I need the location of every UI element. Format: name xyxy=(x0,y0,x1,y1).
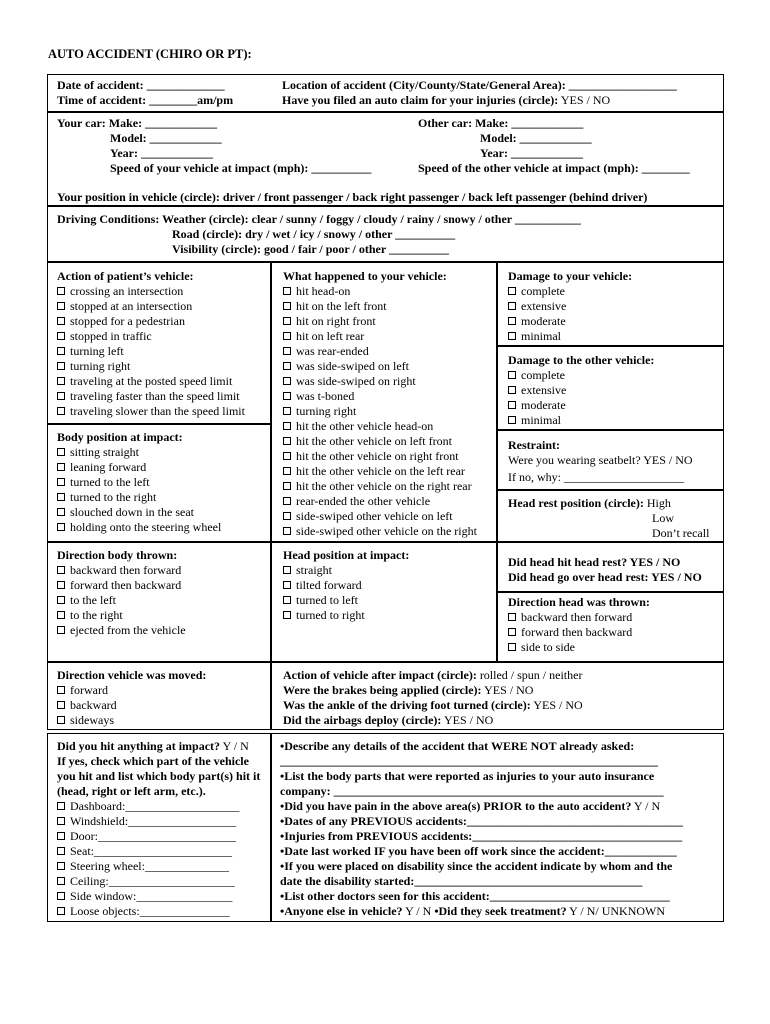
direction-head-header: Direction head was thrown: xyxy=(508,595,650,609)
hit-anything-box xyxy=(47,733,271,922)
list-item[interactable]: traveling at the posted speed limit xyxy=(57,374,245,389)
damage-yours-box xyxy=(497,262,724,346)
other-car-model-field[interactable]: Model: ____________ xyxy=(480,131,592,145)
damage-other-list xyxy=(508,353,654,428)
list-item[interactable]: backward then forward xyxy=(508,610,650,625)
list-item[interactable]: ejected from the vehicle xyxy=(57,623,186,638)
hit-anything-instructions: If yes, check which part of the vehicle you hit and list which body part(s) hit it (head, right or left arm, etc.). xyxy=(57,754,261,798)
checkbox[interactable] xyxy=(57,716,65,724)
list-item[interactable]: Seat:_______________________ xyxy=(57,844,265,859)
list-item[interactable]: extensive xyxy=(508,299,632,314)
what-happened-header: What happened to your vehicle: xyxy=(283,269,447,283)
other-doctors-field[interactable]: •List other doctors seen for this accident:______________________________ xyxy=(280,889,670,903)
list-item[interactable]: sideways xyxy=(57,713,206,728)
road-question[interactable]: Road (circle): dry / wet / icy / snowy / other __________ xyxy=(172,227,456,241)
what-happened-list xyxy=(283,269,477,539)
checkbox[interactable] xyxy=(283,407,291,415)
checkbox[interactable] xyxy=(508,386,516,394)
checkbox[interactable] xyxy=(283,287,291,295)
list-item[interactable]: side-swiped other vehicle on left xyxy=(283,509,477,524)
checkbox[interactable] xyxy=(283,422,291,430)
damage-yours-header: Damage to your vehicle: xyxy=(508,269,633,283)
direction-body-header: Direction body thrown: xyxy=(57,548,178,562)
checkbox[interactable] xyxy=(283,317,291,325)
list-item[interactable]: Windshield:__________________ xyxy=(57,814,265,829)
checkbox[interactable] xyxy=(508,317,516,325)
damage-other-box xyxy=(497,346,724,430)
list-item[interactable]: hit the other vehicle on left front xyxy=(283,434,477,449)
your-car-year-field[interactable]: Year: ____________ xyxy=(110,146,213,160)
list-item[interactable]: hit the other vehicle on the left rear xyxy=(283,464,477,479)
list-item[interactable]: Side window:________________ xyxy=(57,889,265,904)
list-item[interactable]: was rear-ended xyxy=(283,344,477,359)
list-item[interactable]: hit the other vehicle on right front xyxy=(283,449,477,464)
list-item[interactable]: sitting straight xyxy=(57,445,221,460)
checkbox[interactable] xyxy=(57,581,65,589)
list-item[interactable]: turned to left xyxy=(283,593,409,608)
disability-date-field[interactable]: date the disability started:______________________________________ xyxy=(280,874,643,888)
head-rest-questions-box xyxy=(497,542,724,592)
list-item[interactable]: minimal xyxy=(508,413,654,428)
list-item[interactable]: complete xyxy=(508,368,654,383)
visibility-question[interactable]: Visibility (circle): good / fair / poor / other __________ xyxy=(172,242,449,256)
time-of-accident-field[interactable]: Time of accident: ________am/pm xyxy=(57,93,234,107)
checkbox[interactable] xyxy=(57,596,65,604)
checkbox[interactable] xyxy=(57,832,65,840)
checkbox[interactable] xyxy=(57,907,65,915)
list-item[interactable]: leaning forward xyxy=(57,460,221,475)
head-rest-box xyxy=(497,490,724,542)
checkbox[interactable] xyxy=(57,862,65,870)
head-position-box xyxy=(271,542,497,662)
previous-accidents-dates-field[interactable]: •Dates of any PREVIOUS accidents:____________________________________ xyxy=(280,814,683,828)
list-item[interactable]: Loose objects:_______________ xyxy=(57,904,265,919)
checkbox[interactable] xyxy=(57,611,65,619)
ankle-question[interactable]: Was the ankle of the driving foot turned (circle): YES / NO xyxy=(283,698,583,712)
checkbox[interactable] xyxy=(57,448,65,456)
list-item[interactable]: hit the other vehicle on the right rear xyxy=(283,479,477,494)
accident-info-box xyxy=(47,74,724,112)
after-impact-list xyxy=(283,668,583,728)
what-happened-box xyxy=(271,262,497,542)
checkbox[interactable] xyxy=(283,452,291,460)
head-rest-dont-recall-option[interactable]: Don’t recall xyxy=(652,526,710,540)
checkbox[interactable] xyxy=(57,478,65,486)
checkbox[interactable] xyxy=(508,613,516,621)
action-patient-header: Action of patient’s vehicle: xyxy=(57,269,194,283)
list-item[interactable]: hit head-on xyxy=(283,284,477,299)
list-item[interactable]: stopped at an intersection xyxy=(57,299,245,314)
checkbox[interactable] xyxy=(57,317,65,325)
list-item[interactable]: Ceiling:_____________________ xyxy=(57,874,265,889)
list-item[interactable]: turned to the left xyxy=(57,475,221,490)
checkbox[interactable] xyxy=(508,643,516,651)
direction-body-list xyxy=(57,548,186,638)
list-item[interactable]: traveling faster than the speed limit xyxy=(57,389,245,404)
head-position-list xyxy=(283,548,409,623)
auto-claim-label: Have you filed an auto claim for your injuries (circle): xyxy=(282,93,559,107)
restraint-box xyxy=(497,430,724,490)
list-item[interactable]: backward xyxy=(57,698,206,713)
checkbox[interactable] xyxy=(508,302,516,310)
checkbox[interactable] xyxy=(283,581,291,589)
restraint-list xyxy=(508,438,693,485)
body-parts-question: •List the body parts that were reported as injuries to your auto insurance xyxy=(280,769,655,783)
checkbox[interactable] xyxy=(283,482,291,490)
form-title: AUTO ACCIDENT (CHIRO OR PT): xyxy=(48,47,252,61)
list-item[interactable]: forward xyxy=(57,683,206,698)
head-hit-rest-question[interactable]: Did head hit head rest? YES / NO xyxy=(508,555,681,569)
checkbox[interactable] xyxy=(57,892,65,900)
checkbox[interactable] xyxy=(283,566,291,574)
list-item[interactable]: straight xyxy=(283,563,409,578)
list-item[interactable]: Door:_______________________ xyxy=(57,829,265,844)
list-item[interactable]: stopped for a pedestrian xyxy=(57,314,245,329)
checkbox[interactable] xyxy=(57,302,65,310)
checkbox[interactable] xyxy=(57,701,65,709)
action-patient-box xyxy=(47,262,271,424)
after-impact-box xyxy=(271,662,724,730)
weather-question[interactable]: Driving Conditions: Weather (circle): clear / sunny / foggy / cloudy / rainy / snowy / other ___________ xyxy=(57,212,581,226)
others-in-vehicle-question[interactable]: •Anyone else in vehicle? Y / N •Did they seek treatment? Y / N/ UNKNOWN xyxy=(280,904,666,918)
list-item[interactable]: Steering wheel:______________ xyxy=(57,859,265,874)
checkbox[interactable] xyxy=(508,371,516,379)
checkbox[interactable] xyxy=(283,497,291,505)
disability-question: •If you were placed on disability since the accident indicate by whom and the xyxy=(280,859,673,873)
checkbox[interactable] xyxy=(57,877,65,885)
list-item[interactable]: hit on left rear xyxy=(283,329,477,344)
checkbox[interactable] xyxy=(283,467,291,475)
describe-details-field[interactable]: _______________________________________________________________ xyxy=(280,754,658,768)
head-over-rest-question[interactable]: Did head go over head rest: YES / NO xyxy=(508,570,702,584)
seatbelt-question[interactable]: Were you wearing seatbelt? YES / NO xyxy=(508,453,693,467)
checkbox[interactable] xyxy=(283,392,291,400)
checkbox[interactable] xyxy=(283,611,291,619)
head-rest-low-option[interactable]: Low xyxy=(652,511,674,525)
list-item[interactable]: was t-boned xyxy=(283,389,477,404)
checkbox[interactable] xyxy=(57,802,65,810)
list-item[interactable]: extensive xyxy=(508,383,654,398)
list-item[interactable]: stopped in traffic xyxy=(57,329,245,344)
checkbox[interactable] xyxy=(283,437,291,445)
list-item[interactable]: backward then forward xyxy=(57,563,186,578)
list-item[interactable]: Dashboard:___________________ xyxy=(57,799,265,814)
previous-injuries-field[interactable]: •Injuries from PREVIOUS accidents:___________________________________ xyxy=(280,829,683,843)
checkbox[interactable] xyxy=(283,512,291,520)
direction-body-box xyxy=(47,542,271,662)
position-in-vehicle-question[interactable]: Your position in vehicle (circle): driver / front passenger / back right passenger / back left passenger (behind driver) xyxy=(57,190,648,204)
list-item[interactable]: hit on right front xyxy=(283,314,477,329)
your-car-make-field[interactable]: Your car: Make: ____________ xyxy=(57,116,218,130)
after-impact-question[interactable]: Action of vehicle after impact (circle): rolled / spun / neither xyxy=(283,668,583,682)
last-worked-field[interactable]: •Date last worked IF you have been off work since the accident:____________ xyxy=(280,844,677,858)
checkbox[interactable] xyxy=(57,523,65,531)
driving-conditions-box xyxy=(47,206,724,262)
list-item[interactable]: rear-ended the other vehicle xyxy=(283,494,477,509)
checkbox[interactable] xyxy=(57,463,65,471)
your-car-speed-field[interactable]: Speed of your vehicle at impact (mph): __________ xyxy=(110,161,372,175)
list-item[interactable]: moderate xyxy=(508,314,632,329)
your-car-model-field[interactable]: Model: ____________ xyxy=(110,131,222,145)
checkbox[interactable] xyxy=(283,362,291,370)
body-position-header: Body position at impact: xyxy=(57,430,183,444)
checkbox[interactable] xyxy=(283,527,291,535)
airbags-question[interactable]: Did the airbags deploy (circle): YES / NO xyxy=(283,713,494,727)
list-item[interactable]: moderate xyxy=(508,398,654,413)
describe-details-question: •Describe any details of the accident that WERE NOT already asked: xyxy=(280,739,635,753)
checkbox[interactable] xyxy=(57,287,65,295)
auto-claim-options[interactable]: YES / NO xyxy=(560,93,611,107)
checkbox[interactable] xyxy=(283,332,291,340)
checkbox[interactable] xyxy=(508,416,516,424)
body-parts-field[interactable]: company: _______________________________________________________ xyxy=(280,784,664,798)
other-car-make-field[interactable]: Other car: Make: ____________ xyxy=(418,116,584,130)
damage-other-header: Damage to the other vehicle: xyxy=(508,353,655,367)
list-item[interactable]: traveling slower than the speed limit xyxy=(57,404,245,419)
list-item[interactable]: turned to right xyxy=(283,608,409,623)
date-of-accident-field[interactable]: Date of accident: _____________ xyxy=(57,78,225,92)
list-item[interactable]: side to side xyxy=(508,640,650,655)
list-item[interactable]: was side-swiped on left xyxy=(283,359,477,374)
list-item[interactable]: side-swiped other vehicle on the right xyxy=(283,524,477,539)
list-item[interactable]: turning right xyxy=(283,404,477,419)
checkbox[interactable] xyxy=(57,817,65,825)
location-of-accident-field[interactable]: Location of accident (City/County/State/General Area): __________________ xyxy=(282,78,677,92)
vehicle-moved-box xyxy=(47,662,271,730)
hit-anything-list xyxy=(57,739,265,919)
head-rest-question xyxy=(508,496,671,511)
checkbox[interactable] xyxy=(508,401,516,409)
list-item[interactable]: slouched down in the seat xyxy=(57,505,221,520)
list-item[interactable]: turning right xyxy=(57,359,245,374)
checkbox[interactable] xyxy=(57,493,65,501)
hit-anything-question[interactable]: Did you hit anything at impact? Y / N xyxy=(57,739,249,753)
checkbox[interactable] xyxy=(57,392,65,400)
checkbox[interactable] xyxy=(57,407,65,415)
head-position-header: Head position at impact: xyxy=(283,548,410,562)
checkbox[interactable] xyxy=(57,686,65,694)
list-item[interactable]: was side-swiped on right xyxy=(283,374,477,389)
list-item[interactable]: forward then backward xyxy=(57,578,186,593)
body-position-list xyxy=(57,430,221,535)
checkbox[interactable] xyxy=(283,302,291,310)
checkbox[interactable] xyxy=(57,362,65,370)
checkbox[interactable] xyxy=(283,377,291,385)
checkbox[interactable] xyxy=(57,626,65,634)
details-box xyxy=(271,733,724,922)
list-item[interactable]: crossing an intersection xyxy=(57,284,245,299)
checkbox[interactable] xyxy=(57,332,65,340)
restraint-header: Restraint: xyxy=(508,438,560,452)
checkbox[interactable] xyxy=(57,566,65,574)
list-item[interactable]: turned to the right xyxy=(57,490,221,505)
list-item[interactable]: forward then backward xyxy=(508,625,650,640)
checkbox[interactable] xyxy=(283,596,291,604)
checkbox[interactable] xyxy=(57,508,65,516)
checkbox[interactable] xyxy=(57,347,65,355)
list-item[interactable]: holding onto the steering wheel xyxy=(57,520,221,535)
list-item[interactable]: to the right xyxy=(57,608,186,623)
other-car-speed-field[interactable]: Speed of the other vehicle at impact (mph): ________ xyxy=(418,161,690,175)
checkbox[interactable] xyxy=(508,332,516,340)
list-item[interactable]: complete xyxy=(508,284,632,299)
list-item[interactable]: hit on the left front xyxy=(283,299,477,314)
prior-pain-question[interactable]: •Did you have pain in the above area(s) PRIOR to the auto accident? Y / N xyxy=(280,799,661,813)
list-item[interactable]: hit the other vehicle head-on xyxy=(283,419,477,434)
direction-head-box xyxy=(497,592,724,662)
head-rest-label: Head rest position (circle): xyxy=(508,496,644,510)
details-list xyxy=(280,739,683,919)
car-info-box xyxy=(47,112,724,206)
damage-yours-list xyxy=(508,269,632,344)
auto-claim-question xyxy=(282,93,610,108)
checkbox[interactable] xyxy=(57,377,65,385)
vehicle-moved-list xyxy=(57,668,206,728)
action-patient-list xyxy=(57,269,245,419)
checkbox[interactable] xyxy=(508,287,516,295)
list-item[interactable]: turning left xyxy=(57,344,245,359)
direction-head-list xyxy=(508,595,650,655)
brakes-question[interactable]: Were the brakes being applied (circle): YES / NO xyxy=(283,683,534,697)
head-rest-high-option[interactable]: High xyxy=(646,496,671,510)
list-item[interactable]: minimal xyxy=(508,329,632,344)
list-item[interactable]: to the left xyxy=(57,593,186,608)
vehicle-moved-header: Direction vehicle was moved: xyxy=(57,668,207,682)
checkbox[interactable] xyxy=(508,628,516,636)
other-car-year-field[interactable]: Year: ____________ xyxy=(480,146,583,160)
seatbelt-why-field[interactable]: If no, why: ____________________ xyxy=(508,470,684,484)
body-position-box xyxy=(47,424,271,542)
checkbox[interactable] xyxy=(57,847,65,855)
list-item[interactable]: tilted forward xyxy=(283,578,409,593)
checkbox[interactable] xyxy=(283,347,291,355)
